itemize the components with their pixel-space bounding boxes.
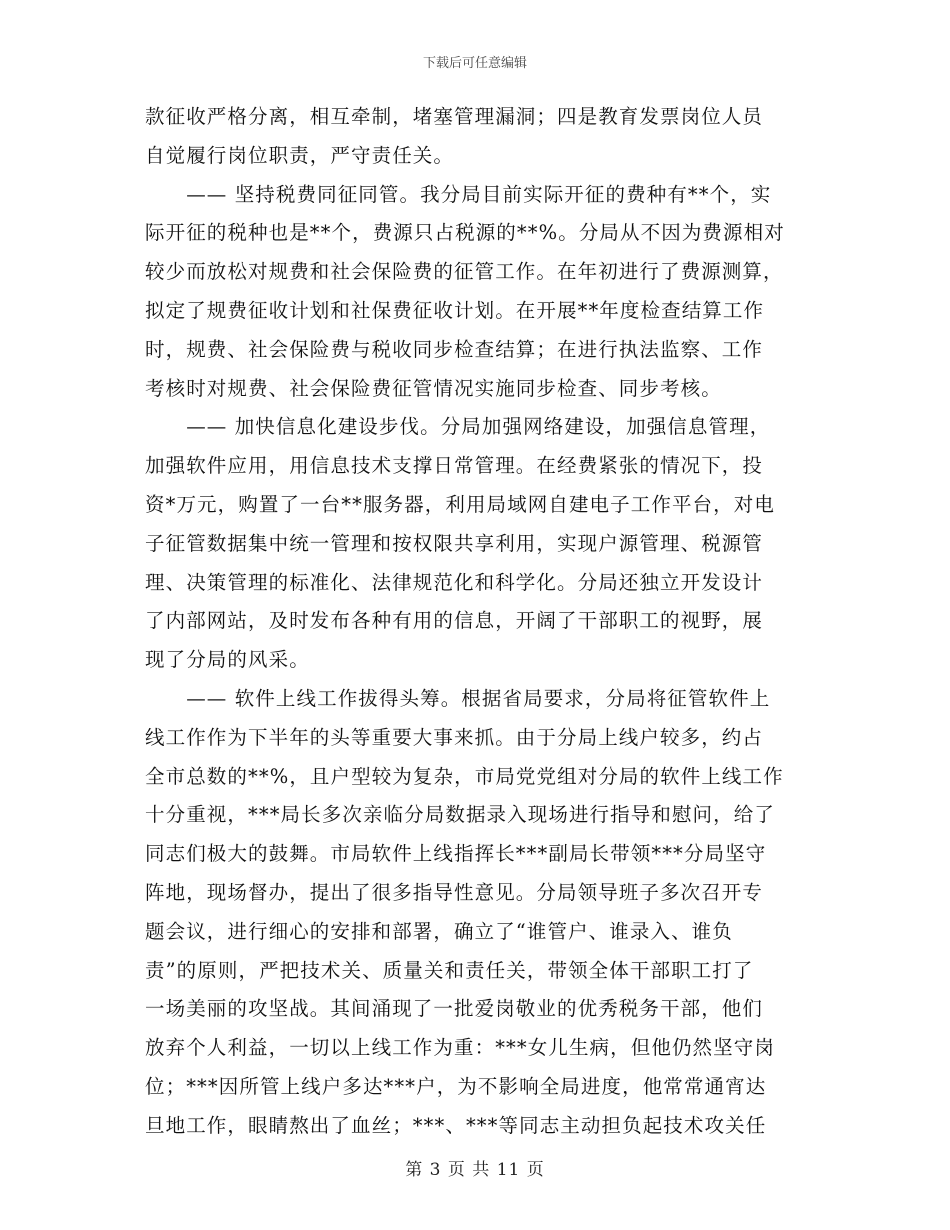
text-line: 放弃个人利益，一切以上线工作为重：***女儿生病，但他仍然坚守岗 xyxy=(145,1036,775,1060)
page-footer: 第 3 页 共 11 页 xyxy=(405,1160,545,1180)
text-line: 拟定了规费征收计划和社保费征收计划。在开展**年度检查结算工作 xyxy=(145,298,765,322)
text-line: 时，规费、社会保险费与税收同步检查结算；在进行执法监察、工作 xyxy=(145,337,764,361)
body-text xyxy=(145,98,805,1146)
text-line: 同志们极大的鼓舞。市局软件上线指挥长***副局长带领***分局坚守 xyxy=(145,842,767,866)
page-header: 下载后可任意编辑 xyxy=(422,56,527,71)
text-line: 位；***因所管上线户多达***户，为不影响全局进度，他常常通宵达 xyxy=(145,1074,767,1098)
text-line: 题会议，进行细心的安排和部署，确立了“谁管户、谁录入、谁负 xyxy=(145,919,733,943)
text-line: 考核时对规费、社会保险费征管情况实施同步检查、同步考核。 xyxy=(145,376,722,400)
text-line: 资*万元，购置了一台**服务器，利用局域网自建电子工作平台，对电 xyxy=(145,492,775,516)
text-line: —— 加快信息化建设步伐。分局加强网络建设，加强信息管理， xyxy=(145,415,771,439)
text-line: 责”的原则，严把技术关、质量关和责任关，带领全体干部职工打了 xyxy=(145,958,754,982)
text-line: 阵地，现场督办，提出了很多指导性意见。分局领导班子多次召开专 xyxy=(145,880,764,904)
text-line: 线工作作为下半年的头等重要大事来抓。由于分局上线户较多，约占 xyxy=(145,725,764,749)
text-line: 了内部网站，及时发布各种有用的信息，开阔了干部职工的视野，展 xyxy=(145,609,764,633)
text-line: 较少而放松对规费和社会保险费的征管工作。在年初进行了费源测算， xyxy=(145,260,784,284)
text-line: 理、决策管理的标准化、法律规范化和科学化。分局还独立开发设计 xyxy=(145,570,764,594)
text-line: 款征收严格分离，相互牵制，堵塞管理漏洞；四是教育发票岗位人员 xyxy=(145,105,764,128)
text-line: 现了分局的风采。 xyxy=(145,648,310,672)
text-line: 一场美丽的攻坚战。其间涌现了一批爱岗敬业的优秀税务干部，他们 xyxy=(145,997,764,1021)
text-line: —— 软件上线工作拔得头筹。根据省局要求，分局将征管软件上 xyxy=(145,686,771,710)
text-line: 子征管数据集中统一管理和按权限共享利用，实现户源管理、税源管 xyxy=(145,531,764,555)
text-line: 际开征的税种也是**个，费源只占税源的**%。分局从不因为费源相对 xyxy=(145,221,785,245)
text-line: 十分重视，***局长多次亲临分局数据录入现场进行指导和慰问，给了 xyxy=(145,803,775,827)
text-line: —— 坚持税费同征同管。我分局目前实际开征的费种有**个，实 xyxy=(145,182,772,206)
text-line: 全市总数的**%，且户型较为复杂，市局党党组对分局的软件上线工作 xyxy=(145,764,784,788)
text-line: 自觉履行岗位职责，严守责任关。 xyxy=(145,143,455,167)
text-line: 加强软件应用，用信息技术支撑日常管理。在经费紧张的情况下，投 xyxy=(145,454,764,478)
text-line: 旦地工作，眼睛熬出了血丝；***、***等同志主动担负起技术攻关任 xyxy=(145,1113,767,1137)
